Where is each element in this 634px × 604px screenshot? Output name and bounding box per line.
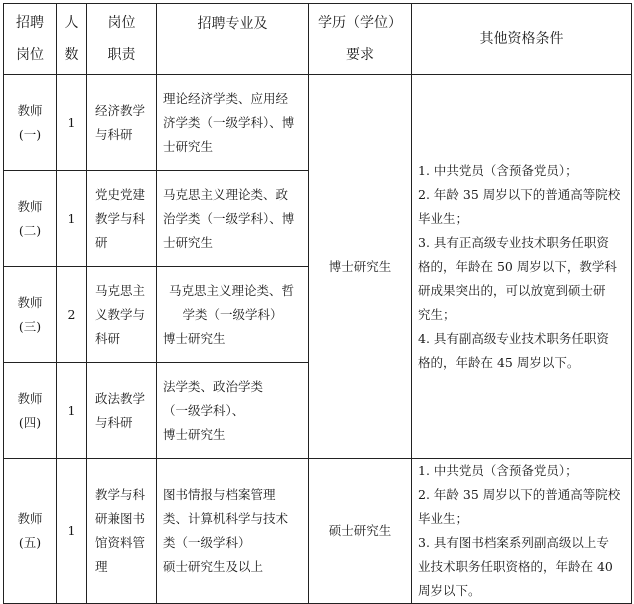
count-cell: 1 xyxy=(57,75,87,171)
duty-line: 科研 xyxy=(95,330,121,346)
major-cell xyxy=(157,363,309,459)
header-post-line: 岗位 xyxy=(16,47,44,63)
header-count-line: 人 xyxy=(64,15,79,31)
duty-line: 马克思主 xyxy=(95,282,146,298)
header-count xyxy=(57,4,87,75)
header-other-line: 其他资格条件 xyxy=(479,31,564,47)
header-degree-line: 学历（学位） xyxy=(318,15,402,31)
header-duty-line: 职责 xyxy=(107,47,136,63)
duty-line: 与科研 xyxy=(95,414,133,430)
major-line: 博士研究生 xyxy=(163,426,226,442)
header-degree-line: 要求 xyxy=(346,47,374,63)
major-cell xyxy=(157,75,309,171)
header-major xyxy=(157,4,309,75)
other-line: 1. 中共党员（含预备党员）； xyxy=(418,463,578,478)
post-line: 教师 xyxy=(17,511,43,526)
major-line: 治学类（一级学科）、博 xyxy=(163,210,295,226)
major-line: 法学类、政治学类 xyxy=(163,378,264,394)
count-cell: 1 xyxy=(57,171,87,267)
header-post-line: 招聘 xyxy=(16,15,44,31)
other-line: 3. 具有正高级专业技术职务任职资 xyxy=(418,234,609,250)
other-cell-row5 xyxy=(412,459,632,604)
major-line: 士研究生 xyxy=(163,138,214,154)
duty-cell xyxy=(87,75,157,171)
duty-line: 馆资料管 xyxy=(95,535,146,550)
duty-line: 与科研 xyxy=(95,126,133,142)
major-line: 图书情报与档案管理 xyxy=(163,487,276,502)
other-cell-group1 xyxy=(412,75,632,459)
post-line: 教师 xyxy=(17,294,43,310)
count-cell: 2 xyxy=(57,267,87,363)
header-duty xyxy=(87,4,157,75)
count-cell: 1 xyxy=(57,459,87,604)
post-cell xyxy=(4,459,57,604)
other-line: 格的，年龄在 50 周岁以下，教学科 xyxy=(418,258,617,274)
other-line: 毕业生； xyxy=(418,511,469,526)
other-line: 2. 年龄 35 周岁以下的普通高等院校 xyxy=(418,186,621,202)
duty-line: 政法教学 xyxy=(95,390,146,406)
duty-cell xyxy=(87,363,157,459)
post-line: 教师 xyxy=(17,390,43,406)
degree-cell-doctoral: 博士研究生 xyxy=(309,75,412,459)
post-line: (二) xyxy=(18,222,42,238)
major-line: （一级学科）、 xyxy=(163,402,245,418)
post-line: 教师 xyxy=(17,102,43,118)
header-row xyxy=(4,4,632,75)
post-line: (四) xyxy=(18,414,42,430)
major-line: 博士研究生 xyxy=(163,330,226,346)
degree-cell-masters: 硕士研究生 xyxy=(309,459,412,604)
major-line: 硕士研究生及以上 xyxy=(163,559,264,574)
major-line: 理论经济学类、应用经 xyxy=(163,90,289,106)
duty-line: 义教学与 xyxy=(95,306,146,322)
other-line: 毕业生； xyxy=(418,210,469,226)
duty-line: 经济教学 xyxy=(95,102,146,118)
post-cell xyxy=(4,267,57,363)
duty-cell xyxy=(87,459,157,604)
duty-line: 党史党建 xyxy=(95,186,146,202)
duty-line: 研 xyxy=(95,234,108,250)
post-cell xyxy=(4,75,57,171)
major-line: 学类（一级学科） xyxy=(182,306,283,322)
post-cell xyxy=(4,363,57,459)
duty-cell xyxy=(87,171,157,267)
duty-cell xyxy=(87,267,157,363)
other-line: 3. 具有图书档案系列副高级以上专 xyxy=(418,535,609,550)
major-line: 马克思主义理论类、哲 xyxy=(169,282,295,298)
other-line: 研成果突出的，可以放宽到硕士研 xyxy=(418,282,606,298)
header-post xyxy=(4,4,57,75)
duty-line: 教学与科 xyxy=(95,487,146,502)
major-cell xyxy=(157,171,309,267)
major-line: 类（一级学科） xyxy=(163,535,251,550)
header-other xyxy=(412,4,632,75)
header-count-line: 数 xyxy=(64,47,79,63)
count-cell: 1 xyxy=(57,363,87,459)
post-cell xyxy=(4,171,57,267)
other-line: 4. 具有副高级专业技术职务任职资 xyxy=(418,330,609,346)
other-line: 周岁以下。 xyxy=(418,583,481,598)
post-line: (三) xyxy=(18,318,42,334)
other-line: 2. 年龄 35 周岁以下的普通高等院校 xyxy=(418,487,621,502)
other-line: 1. 中共党员（含预备党员）； xyxy=(418,162,578,178)
major-line: 类、计算机科学与技术 xyxy=(163,511,289,526)
table-row xyxy=(4,459,632,604)
duty-line: 理 xyxy=(95,559,108,574)
duty-line: 研兼图书 xyxy=(95,511,146,526)
major-line: 士研究生 xyxy=(163,234,214,250)
major-line: 马克思主义理论类、政 xyxy=(163,186,289,202)
header-degree xyxy=(309,4,412,75)
table-row xyxy=(4,75,632,171)
header-major-line: 招聘专业及 xyxy=(197,16,268,32)
major-line: 济学类（一级学科）、博 xyxy=(163,114,295,130)
major-cell xyxy=(157,267,309,363)
post-line: (一) xyxy=(18,126,42,142)
post-line: 教师 xyxy=(17,198,43,214)
other-line: 业技术职务任职资格的，年龄在 40 xyxy=(418,559,613,574)
recruitment-table xyxy=(3,3,632,604)
duty-line: 教学与科 xyxy=(95,210,146,226)
major-cell xyxy=(157,459,309,604)
other-line: 究生； xyxy=(418,306,456,322)
other-line: 格的，年龄在 45 周岁以下。 xyxy=(418,354,580,370)
header-duty-line: 岗位 xyxy=(107,15,136,31)
post-line: (五) xyxy=(18,535,42,550)
